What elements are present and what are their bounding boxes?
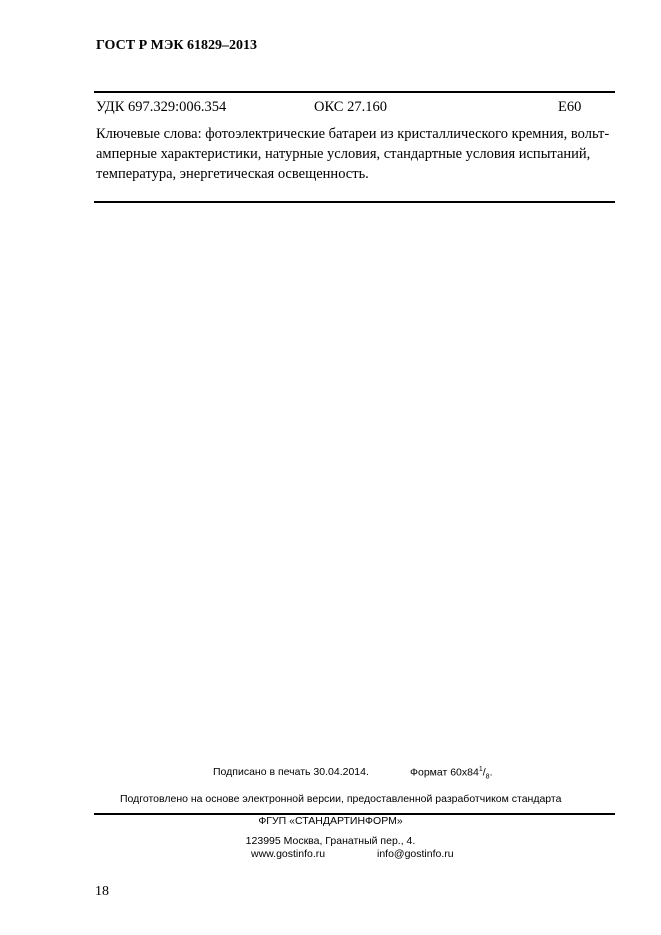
format-numerator: 1 [478,766,483,773]
prepared-note: Подготовлено на основе электронной версии, предоставленной разработчиком стандарта [120,793,562,805]
print-format: Формат $60х84^1/_8$. [410,766,493,781]
keywords-divider [94,201,615,203]
format-denominator: 8 [485,773,490,781]
format-suffix: . [489,766,493,779]
keywords-paragraph: Ключевые слова: фотоэлектрические батареи из кристаллического кремния, вольт-амперные характеристики, натурные условия, стандартные условия испытаний, температура, энергетическая освещенность. [96,126,610,182]
document-header-title: ГОСТ Р МЭК 61829–2013 [96,38,257,53]
format-prefix: Формат 60х84 [410,766,479,779]
oks-code: ОКС 27.160 [314,99,387,115]
publisher-website: www.gostinfo.ru [251,848,326,860]
classification-code: Е60 [558,99,582,115]
signed-for-print: Подписано в печать 30.04.2014. [213,766,369,778]
udk-code: УДК 697.329:006.354 [96,99,227,115]
publisher-name: ФГУП «СТАНДАРТИНФОРМ» [258,815,403,827]
page-number: 18 [95,884,109,899]
publisher-email: info@gostinfo.ru [377,848,454,860]
publisher-address: 123995 Москва, Гранатный пер., 4. [245,835,416,847]
top-divider [94,91,615,93]
